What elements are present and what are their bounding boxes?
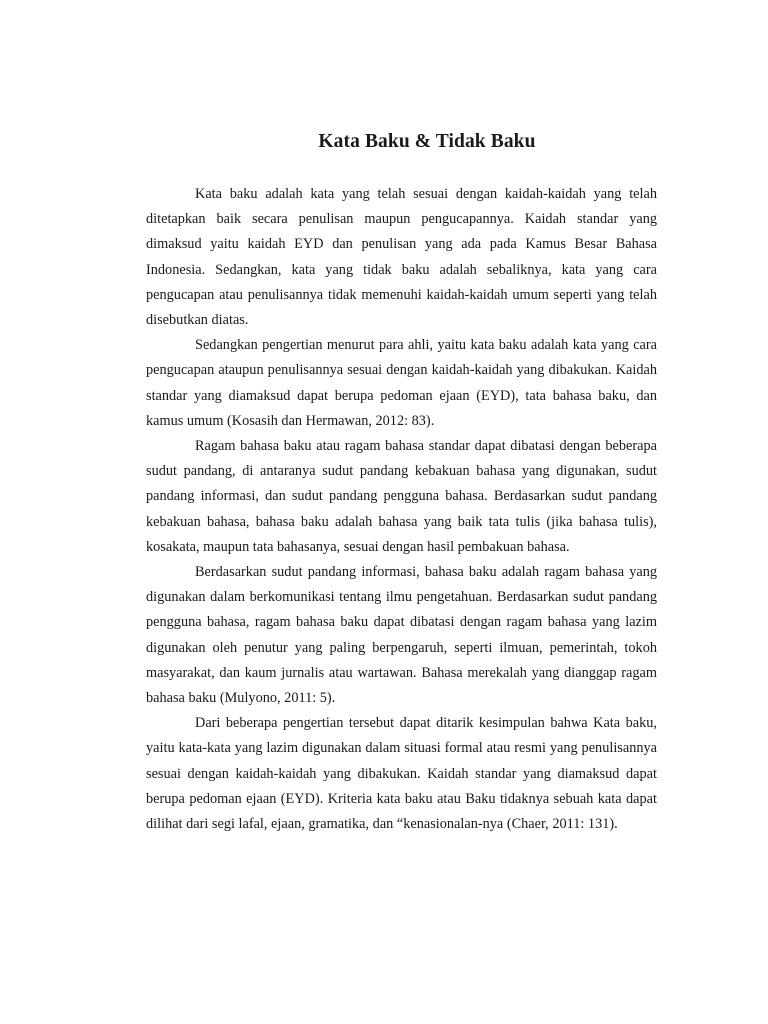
paragraph: Sedangkan pengertian menurut para ahli, yaitu kata baku adalah kata yang cara pengucapan ataupun penulisannya sesuai dengan kaidah-kaidah yang dibakukan. Kaidah standar yang diamaksud dapat berupa pedoman ejaan (EYD), tata bahasa baku, dan kamus umum (Kosasih dan Hermawan, 2012: 83). (146, 337, 657, 429)
document-title: Kata Baku & Tidak Baku (318, 131, 536, 152)
paragraph: Kata baku adalah kata yang telah sesuai dengan kaidah-kaidah yang telah ditetapkan baik secara penulisan maupun pengucapannya. Kaidah standar yang dimaksud yaitu kaidah EYD dan penulisan yang ada pada Kamus Besar Bahasa Indonesia. Sedangkan, kata yang tidak baku adalah sebaliknya, kata yang cara pengucapan atau penulisannya tidak memenuhi kaidah-kaidah umum seperti yang telah disebutkan diatas. (146, 186, 657, 329)
paragraph: Ragam bahasa baku atau ragam bahasa standar dapat dibatasi dengan beberapa sudut pandang, di antaranya sudut pandang kebakuan bahasa yang digunakan, sudut pandang informasi, dan sudut pandang pengguna bahasa. Berdasarkan sudut pandang kebakuan bahasa, bahasa baku adalah bahasa yang baik tata tulis (jika bahasa tulis), kosakata, maupun tata bahasanya, sesuai dengan hasil pembakuan bahasa. (146, 438, 657, 555)
paragraph: Dari beberapa pengertian tersebut dapat ditarik kesimpulan bahwa Kata baku, yaitu kata-kata yang lazim digunakan dalam situasi formal atau resmi yang penulisannya sesuai dengan kaidah-kaidah yang dibakukan. Kaidah standar yang diamaksud dapat berupa pedoman ejaan (EYD). Kriteria kata baku atau Baku tidaknya sebuah kata dapat dilihat dari segi lafal, ejaan, gramatika, dan “kenasionalan-nya (Chaer, 2011: 131). (146, 715, 657, 833)
paragraph: Berdasarkan sudut pandang informasi, bahasa baku adalah ragam bahasa yang digunakan dalam berkomunikasi tentang ilmu pengetahuan. Berdasarkan sudut pandang pengguna bahasa, ragam bahasa baku dapat dibatasi dengan ragam bahasa yang lazim digunakan oleh penutur yang paling berpengaruh, seperti ilmuan, pemerintah, tokoh masyarakat, dan kaum jurnalis atau wartawan. Bahasa merekalah yang dianggap ragam bahasa baku (Mulyono, 2011: 5). (146, 564, 657, 707)
document-body (146, 182, 657, 837)
